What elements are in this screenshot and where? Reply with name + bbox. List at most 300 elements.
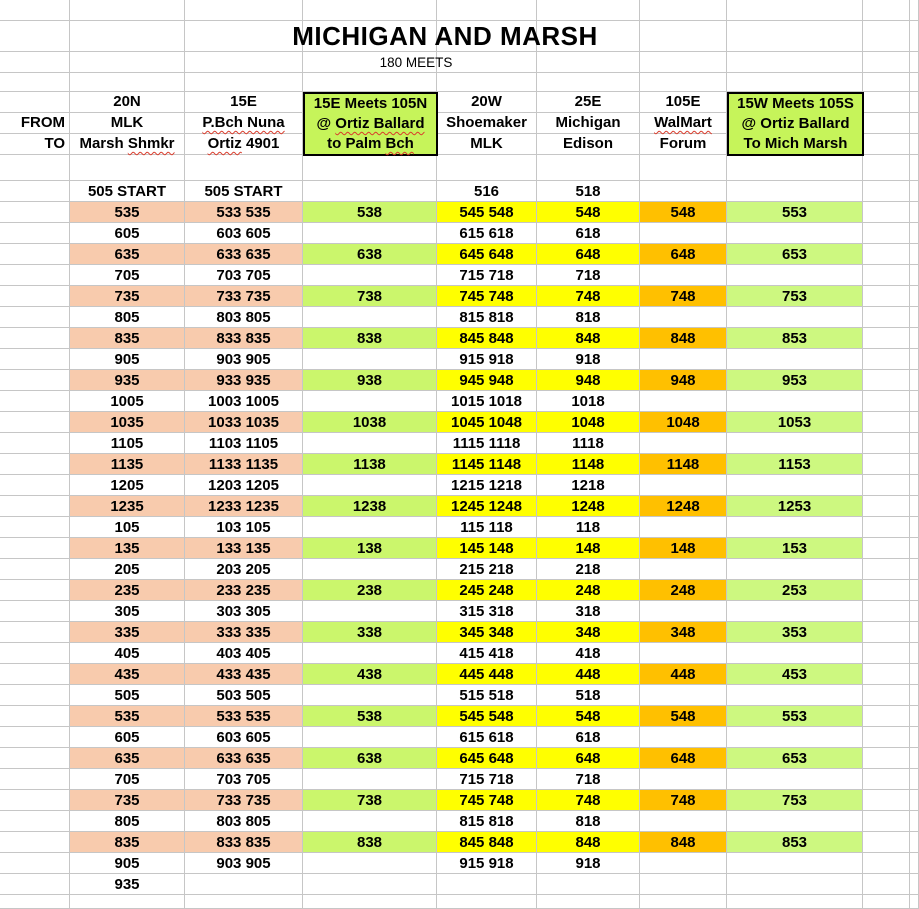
grid-cell[interactable]	[863, 664, 910, 685]
grid-cell[interactable]	[640, 0, 727, 21]
time-cell[interactable]: 1245 1248	[437, 496, 537, 517]
grid-cell[interactable]	[640, 853, 727, 874]
grid-cell[interactable]	[727, 685, 863, 706]
time-cell[interactable]: 253	[727, 580, 863, 601]
time-cell[interactable]: 648	[640, 748, 727, 769]
grid-cell[interactable]	[640, 727, 727, 748]
grid-cell[interactable]	[640, 349, 727, 370]
time-cell[interactable]: 315 318	[437, 601, 537, 622]
time-cell[interactable]: 505 START	[70, 181, 185, 202]
grid-cell[interactable]	[303, 517, 437, 538]
grid-cell[interactable]	[303, 155, 437, 181]
time-cell[interactable]: 945 948	[437, 370, 537, 391]
time-cell[interactable]: 753	[727, 286, 863, 307]
time-cell[interactable]: 1248	[640, 496, 727, 517]
grid-cell[interactable]	[0, 685, 70, 706]
column-header-cell[interactable]	[437, 92, 537, 113]
time-cell[interactable]: 548	[537, 706, 640, 727]
time-cell[interactable]: 738	[303, 790, 437, 811]
grid-cell[interactable]	[910, 370, 919, 391]
grid-cell[interactable]	[303, 475, 437, 496]
grid-cell[interactable]	[537, 0, 640, 21]
grid-cell[interactable]	[0, 727, 70, 748]
time-cell[interactable]: 603 605	[185, 223, 303, 244]
grid-cell[interactable]	[863, 433, 910, 454]
grid-cell[interactable]	[863, 52, 910, 73]
time-cell[interactable]: 615 618	[437, 223, 537, 244]
grid-cell[interactable]	[0, 155, 70, 181]
grid-cell[interactable]	[0, 92, 70, 113]
time-cell[interactable]: 653	[727, 748, 863, 769]
time-cell[interactable]: 333 335	[185, 622, 303, 643]
time-cell[interactable]: 838	[303, 328, 437, 349]
time-cell[interactable]: 938	[303, 370, 437, 391]
time-cell[interactable]: 453	[727, 664, 863, 685]
grid-cell[interactable]	[863, 113, 910, 134]
time-cell[interactable]: 648	[537, 748, 640, 769]
time-cell[interactable]: 635	[70, 748, 185, 769]
grid-cell[interactable]	[727, 475, 863, 496]
grid-cell[interactable]	[727, 349, 863, 370]
time-cell[interactable]: 1133 1135	[185, 454, 303, 475]
time-cell[interactable]: 248	[640, 580, 727, 601]
grid-cell[interactable]	[303, 727, 437, 748]
grid-cell[interactable]	[0, 328, 70, 349]
grid-cell[interactable]	[303, 73, 437, 92]
grid-cell[interactable]	[303, 223, 437, 244]
grid-cell[interactable]	[910, 73, 919, 92]
time-cell[interactable]: 748	[537, 286, 640, 307]
grid-cell[interactable]	[910, 391, 919, 412]
grid-cell[interactable]	[910, 223, 919, 244]
grid-cell[interactable]	[640, 475, 727, 496]
time-cell[interactable]: 845 848	[437, 328, 537, 349]
time-cell[interactable]: 748	[537, 790, 640, 811]
grid-cell[interactable]	[640, 811, 727, 832]
time-cell[interactable]: 1145 1148	[437, 454, 537, 475]
time-cell[interactable]: 733 735	[185, 286, 303, 307]
time-cell[interactable]: 1138	[303, 454, 437, 475]
grid-cell[interactable]	[910, 538, 919, 559]
grid-cell[interactable]	[0, 538, 70, 559]
time-cell[interactable]: 153	[727, 538, 863, 559]
time-cell[interactable]: 445 448	[437, 664, 537, 685]
grid-cell[interactable]	[185, 73, 303, 92]
time-cell[interactable]: 705	[70, 265, 185, 286]
time-cell[interactable]: 438	[303, 664, 437, 685]
time-cell[interactable]: 218	[537, 559, 640, 580]
time-cell[interactable]: 833 835	[185, 328, 303, 349]
grid-cell[interactable]	[863, 580, 910, 601]
time-cell[interactable]: 805	[70, 811, 185, 832]
grid-cell[interactable]	[727, 874, 863, 895]
grid-cell[interactable]	[910, 155, 919, 181]
grid-cell[interactable]	[640, 517, 727, 538]
grid-cell[interactable]	[910, 727, 919, 748]
grid-cell[interactable]	[910, 412, 919, 433]
time-cell[interactable]: 238	[303, 580, 437, 601]
grid-cell[interactable]	[0, 706, 70, 727]
time-cell[interactable]: 1048	[537, 412, 640, 433]
grid-cell[interactable]	[640, 643, 727, 664]
grid-cell[interactable]	[910, 454, 919, 475]
grid-cell[interactable]	[910, 21, 919, 52]
time-cell[interactable]: 1015 1018	[437, 391, 537, 412]
grid-cell[interactable]	[863, 874, 910, 895]
time-cell[interactable]: 648	[640, 244, 727, 265]
grid-cell[interactable]	[303, 559, 437, 580]
time-cell[interactable]: 833 835	[185, 832, 303, 853]
grid-cell[interactable]	[863, 0, 910, 21]
time-cell[interactable]: 705	[70, 769, 185, 790]
grid-cell[interactable]	[863, 391, 910, 412]
grid-cell[interactable]	[863, 454, 910, 475]
grid-cell[interactable]	[727, 727, 863, 748]
time-cell[interactable]: 418	[537, 643, 640, 664]
grid-cell[interactable]	[910, 790, 919, 811]
grid-cell[interactable]	[910, 475, 919, 496]
header-cell-15e-meets-105n[interactable]	[303, 92, 438, 156]
time-cell[interactable]: 735	[70, 790, 185, 811]
time-cell[interactable]: 1233 1235	[185, 496, 303, 517]
grid-cell[interactable]	[863, 286, 910, 307]
time-cell[interactable]: 1105	[70, 433, 185, 454]
grid-cell[interactable]	[640, 73, 727, 92]
time-cell[interactable]: 605	[70, 223, 185, 244]
grid-cell[interactable]	[640, 895, 727, 909]
time-cell[interactable]: 448	[537, 664, 640, 685]
time-cell[interactable]: 1005	[70, 391, 185, 412]
grid-cell[interactable]	[910, 769, 919, 790]
grid-cell[interactable]	[727, 895, 863, 909]
time-cell[interactable]: 738	[303, 286, 437, 307]
grid-cell[interactable]	[640, 559, 727, 580]
grid-cell[interactable]	[437, 0, 537, 21]
time-cell[interactable]: 538	[303, 202, 437, 223]
grid-cell[interactable]	[303, 307, 437, 328]
time-cell[interactable]: 1205	[70, 475, 185, 496]
grid-cell[interactable]	[863, 134, 910, 155]
grid-cell[interactable]	[863, 349, 910, 370]
time-cell[interactable]: 1135	[70, 454, 185, 475]
time-cell[interactable]: 645 648	[437, 748, 537, 769]
grid-cell[interactable]	[640, 874, 727, 895]
time-cell[interactable]: 518	[537, 181, 640, 202]
grid-cell[interactable]	[0, 790, 70, 811]
column-header-cell[interactable]	[640, 113, 727, 134]
grid-cell[interactable]	[437, 73, 537, 92]
time-cell[interactable]: 415 418	[437, 643, 537, 664]
grid-cell[interactable]	[0, 475, 70, 496]
time-cell[interactable]: 805	[70, 307, 185, 328]
grid-cell[interactable]	[303, 643, 437, 664]
grid-cell[interactable]	[640, 601, 727, 622]
grid-cell[interactable]	[910, 244, 919, 265]
grid-cell[interactable]	[437, 895, 537, 909]
grid-cell[interactable]	[727, 601, 863, 622]
grid-cell[interactable]	[0, 454, 70, 475]
time-cell[interactable]: 1218	[537, 475, 640, 496]
grid-cell[interactable]	[0, 0, 70, 21]
time-cell[interactable]: 305	[70, 601, 185, 622]
grid-cell[interactable]	[863, 370, 910, 391]
grid-cell[interactable]	[727, 769, 863, 790]
grid-cell[interactable]	[910, 601, 919, 622]
grid-cell[interactable]	[910, 559, 919, 580]
time-cell[interactable]: 718	[537, 265, 640, 286]
time-cell[interactable]: 553	[727, 706, 863, 727]
time-cell[interactable]: 115 118	[437, 517, 537, 538]
grid-cell[interactable]	[863, 155, 910, 181]
grid-cell[interactable]	[0, 664, 70, 685]
time-cell[interactable]: 345 348	[437, 622, 537, 643]
time-cell[interactable]: 648	[537, 244, 640, 265]
time-cell[interactable]: 515 518	[437, 685, 537, 706]
time-cell[interactable]: 335	[70, 622, 185, 643]
time-cell[interactable]: 148	[537, 538, 640, 559]
time-cell[interactable]: 835	[70, 328, 185, 349]
time-cell[interactable]: 915 918	[437, 853, 537, 874]
time-cell[interactable]: 845 848	[437, 832, 537, 853]
grid-cell[interactable]	[0, 580, 70, 601]
time-cell[interactable]: 803 805	[185, 307, 303, 328]
grid-cell[interactable]	[0, 769, 70, 790]
time-cell[interactable]: 615 618	[437, 727, 537, 748]
grid-cell[interactable]	[863, 601, 910, 622]
column-header-cell[interactable]	[185, 92, 303, 113]
grid-cell[interactable]	[727, 265, 863, 286]
time-cell[interactable]: 1148	[640, 454, 727, 475]
grid-cell[interactable]	[640, 155, 727, 181]
time-cell[interactable]: 748	[640, 790, 727, 811]
time-cell[interactable]: 815 818	[437, 307, 537, 328]
time-cell[interactable]: 718	[537, 769, 640, 790]
grid-cell[interactable]	[0, 265, 70, 286]
grid-cell[interactable]	[863, 202, 910, 223]
time-cell[interactable]: 635	[70, 244, 185, 265]
grid-cell[interactable]	[0, 412, 70, 433]
grid-cell[interactable]	[727, 433, 863, 454]
grid-cell[interactable]	[303, 685, 437, 706]
grid-cell[interactable]	[185, 895, 303, 909]
time-cell[interactable]: 733 735	[185, 790, 303, 811]
grid-cell[interactable]	[0, 853, 70, 874]
time-cell[interactable]: 848	[537, 832, 640, 853]
grid-cell[interactable]	[437, 874, 537, 895]
column-header-cell[interactable]	[640, 134, 727, 155]
time-cell[interactable]: 933 935	[185, 370, 303, 391]
time-cell[interactable]: 105	[70, 517, 185, 538]
time-cell[interactable]: 1045 1048	[437, 412, 537, 433]
grid-cell[interactable]	[185, 874, 303, 895]
time-cell[interactable]: 548	[640, 202, 727, 223]
grid-cell[interactable]	[303, 349, 437, 370]
grid-cell[interactable]	[863, 496, 910, 517]
time-cell[interactable]: 148	[640, 538, 727, 559]
time-cell[interactable]: 605	[70, 727, 185, 748]
grid-cell[interactable]	[727, 223, 863, 244]
time-cell[interactable]: 848	[537, 328, 640, 349]
grid-cell[interactable]	[727, 811, 863, 832]
grid-cell[interactable]	[863, 244, 910, 265]
time-cell[interactable]: 1035	[70, 412, 185, 433]
grid-cell[interactable]	[910, 328, 919, 349]
grid-cell[interactable]	[910, 622, 919, 643]
grid-cell[interactable]	[910, 286, 919, 307]
grid-cell[interactable]	[727, 155, 863, 181]
grid-cell[interactable]	[863, 328, 910, 349]
grid-cell[interactable]	[70, 155, 185, 181]
grid-cell[interactable]	[863, 748, 910, 769]
grid-cell[interactable]	[0, 643, 70, 664]
grid-cell[interactable]	[303, 853, 437, 874]
time-cell[interactable]: 903 905	[185, 853, 303, 874]
grid-cell[interactable]	[910, 92, 919, 113]
column-header-cell[interactable]	[437, 113, 537, 134]
time-cell[interactable]: 1018	[537, 391, 640, 412]
grid-cell[interactable]	[910, 811, 919, 832]
grid-cell[interactable]	[910, 0, 919, 21]
grid-cell[interactable]	[863, 265, 910, 286]
time-cell[interactable]: 348	[640, 622, 727, 643]
grid-cell[interactable]	[863, 92, 910, 113]
grid-cell[interactable]	[910, 113, 919, 134]
grid-cell[interactable]	[0, 601, 70, 622]
column-header-cell[interactable]	[437, 134, 537, 155]
column-header-cell[interactable]	[185, 134, 303, 155]
grid-cell[interactable]	[0, 244, 70, 265]
grid-cell[interactable]	[0, 811, 70, 832]
grid-cell[interactable]	[0, 223, 70, 244]
grid-cell[interactable]	[863, 412, 910, 433]
column-header-cell[interactable]	[185, 113, 303, 134]
grid-cell[interactable]	[0, 622, 70, 643]
grid-cell[interactable]	[863, 223, 910, 244]
time-cell[interactable]: 638	[303, 244, 437, 265]
grid-cell[interactable]	[910, 664, 919, 685]
grid-cell[interactable]	[910, 517, 919, 538]
time-cell[interactable]: 1238	[303, 496, 437, 517]
grid-cell[interactable]	[0, 391, 70, 412]
time-cell[interactable]: 538	[303, 706, 437, 727]
time-cell[interactable]: 803 805	[185, 811, 303, 832]
grid-cell[interactable]	[910, 307, 919, 328]
column-header-cell[interactable]	[640, 92, 727, 113]
time-cell[interactable]: 633 635	[185, 244, 303, 265]
grid-cell[interactable]	[727, 559, 863, 580]
time-cell[interactable]: 533 535	[185, 706, 303, 727]
grid-cell[interactable]	[910, 685, 919, 706]
grid-cell[interactable]	[537, 73, 640, 92]
time-cell[interactable]: 403 405	[185, 643, 303, 664]
grid-cell[interactable]	[910, 643, 919, 664]
time-cell[interactable]: 133 135	[185, 538, 303, 559]
column-header-cell[interactable]	[70, 113, 185, 134]
header-cell-15w-meets-105s[interactable]	[727, 92, 864, 156]
grid-cell[interactable]	[727, 517, 863, 538]
grid-cell[interactable]	[863, 727, 910, 748]
grid-cell[interactable]	[727, 0, 863, 21]
time-cell[interactable]: 953	[727, 370, 863, 391]
time-cell[interactable]: 435	[70, 664, 185, 685]
grid-cell[interactable]	[537, 155, 640, 181]
grid-cell[interactable]	[303, 391, 437, 412]
grid-cell[interactable]	[910, 853, 919, 874]
grid-cell[interactable]	[303, 874, 437, 895]
grid-cell[interactable]	[863, 853, 910, 874]
grid-cell[interactable]	[0, 370, 70, 391]
time-cell[interactable]: 518	[537, 685, 640, 706]
grid-cell[interactable]	[863, 790, 910, 811]
grid-cell[interactable]	[910, 580, 919, 601]
grid-cell[interactable]	[303, 265, 437, 286]
time-cell[interactable]: 815 818	[437, 811, 537, 832]
time-cell[interactable]: 245 248	[437, 580, 537, 601]
time-cell[interactable]: 553	[727, 202, 863, 223]
grid-cell[interactable]	[0, 433, 70, 454]
grid-cell[interactable]	[727, 307, 863, 328]
time-cell[interactable]: 405	[70, 643, 185, 664]
time-cell[interactable]: 145 148	[437, 538, 537, 559]
time-cell[interactable]: 1003 1005	[185, 391, 303, 412]
grid-cell[interactable]	[640, 265, 727, 286]
grid-cell[interactable]	[0, 748, 70, 769]
time-cell[interactable]: 745 748	[437, 790, 537, 811]
grid-cell[interactable]	[863, 895, 910, 909]
grid-cell[interactable]	[185, 155, 303, 181]
time-cell[interactable]: 1203 1205	[185, 475, 303, 496]
grid-cell[interactable]	[303, 769, 437, 790]
grid-cell[interactable]	[303, 895, 437, 909]
time-cell[interactable]: 548	[640, 706, 727, 727]
grid-cell[interactable]	[863, 307, 910, 328]
time-cell[interactable]: 338	[303, 622, 437, 643]
grid-cell[interactable]	[863, 769, 910, 790]
grid-cell[interactable]	[910, 874, 919, 895]
grid-cell[interactable]	[303, 0, 437, 21]
grid-cell[interactable]	[863, 475, 910, 496]
time-cell[interactable]: 703 705	[185, 769, 303, 790]
grid-cell[interactable]	[0, 73, 70, 92]
grid-cell[interactable]	[910, 832, 919, 853]
grid-cell[interactable]	[640, 433, 727, 454]
grid-cell[interactable]	[910, 496, 919, 517]
time-cell[interactable]: 1235	[70, 496, 185, 517]
column-header-cell[interactable]	[0, 134, 70, 155]
time-cell[interactable]: 235	[70, 580, 185, 601]
time-cell[interactable]: 748	[640, 286, 727, 307]
time-cell[interactable]: 103 105	[185, 517, 303, 538]
time-cell[interactable]: 703 705	[185, 265, 303, 286]
time-cell[interactable]: 645 648	[437, 244, 537, 265]
time-cell[interactable]: 948	[640, 370, 727, 391]
grid-cell[interactable]	[910, 134, 919, 155]
time-cell[interactable]: 535	[70, 202, 185, 223]
time-cell[interactable]: 753	[727, 790, 863, 811]
grid-cell[interactable]	[863, 811, 910, 832]
grid-cell[interactable]	[185, 0, 303, 21]
time-cell[interactable]: 1253	[727, 496, 863, 517]
time-cell[interactable]: 715 718	[437, 769, 537, 790]
grid-cell[interactable]	[0, 181, 70, 202]
time-cell[interactable]: 835	[70, 832, 185, 853]
time-cell[interactable]: 818	[537, 811, 640, 832]
grid-cell[interactable]	[437, 155, 537, 181]
grid-cell[interactable]	[863, 181, 910, 202]
time-cell[interactable]: 1148	[537, 454, 640, 475]
time-cell[interactable]: 853	[727, 328, 863, 349]
grid-cell[interactable]	[537, 895, 640, 909]
